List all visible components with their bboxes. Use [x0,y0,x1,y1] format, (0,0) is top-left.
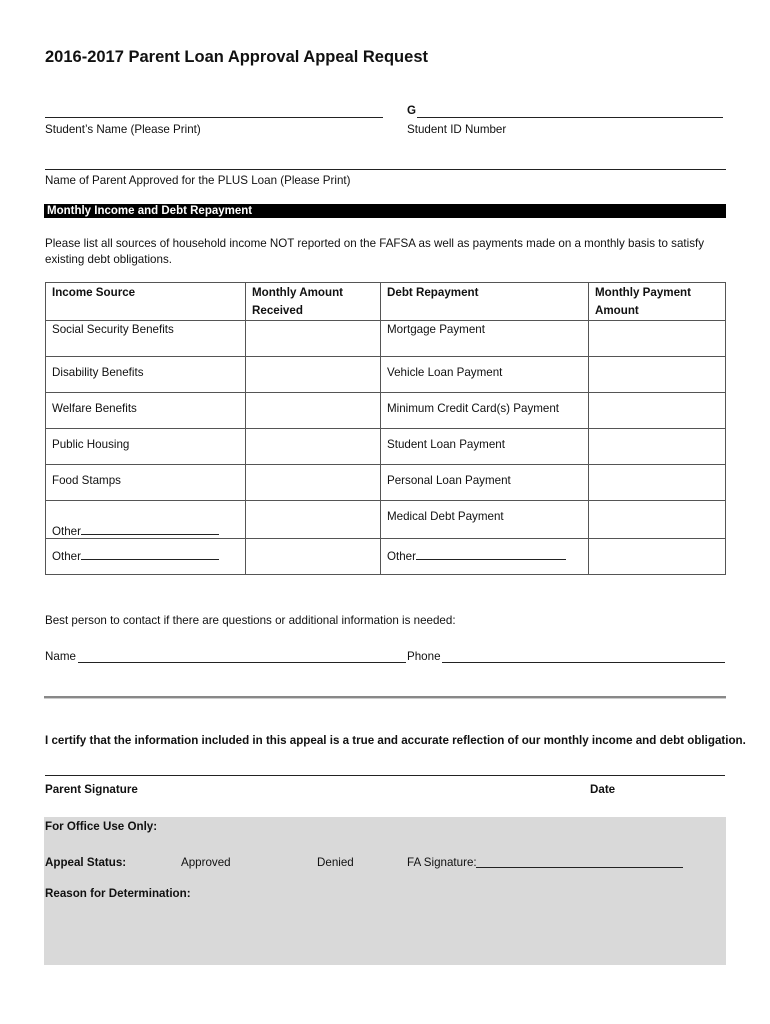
parent-name-field[interactable] [45,169,726,170]
fa-signature-label: FA Signature: [407,856,477,869]
income-source-cell: Welfare Benefits [46,393,246,429]
student-name-label: Student’s Name (Please Print) [45,123,201,136]
contact-name-label: Name [45,650,76,663]
monthly-payment-input[interactable] [589,357,726,393]
debt-item-cell: Student Loan Payment [381,429,589,465]
other-label: Other [387,550,416,563]
contact-phone-field[interactable] [442,662,725,663]
monthly-payment-input[interactable] [589,465,726,501]
other-label: Other [52,550,81,563]
divider [44,696,726,699]
monthly-payment-input[interactable] [589,321,726,357]
student-name-field[interactable] [45,117,383,118]
debt-other-cell[interactable] [381,539,589,575]
monthly-payment-input[interactable] [589,501,726,539]
income-source-cell: Disability Benefits [46,357,246,393]
parent-signature-label: Parent Signature [45,783,138,796]
table-row [46,429,726,465]
table-header-row [46,283,726,321]
income-source-cell: Food Stamps [46,465,246,501]
table-row [46,465,726,501]
fa-signature-field[interactable] [476,867,683,868]
monthly-payment-input[interactable] [589,393,726,429]
monthly-amount-input[interactable] [246,393,381,429]
monthly-amount-input[interactable] [246,465,381,501]
monthly-amount-input[interactable] [246,321,381,357]
parent-name-label: Name of Parent Approved for the PLUS Loan (Please Print) [45,174,351,187]
income-other-cell[interactable] [46,539,246,575]
table-row [46,321,726,357]
debt-item-cell: Vehicle Loan Payment [381,357,589,393]
appeal-status-label: Appeal Status: [45,856,127,869]
table-row [46,393,726,429]
denied-option[interactable]: Denied [317,856,354,869]
contact-name-field[interactable] [78,662,406,663]
monthly-amount-input[interactable] [246,357,381,393]
other-label: Other [52,525,81,538]
approved-option[interactable]: Approved [181,856,231,869]
office-heading: For Office Use Only: [45,820,158,833]
income-source-cell: Social Security Benefits [46,321,246,357]
table-row [46,357,726,393]
section-header: Monthly Income and Debt Repayment [44,204,726,218]
monthly-payment-input[interactable] [589,429,726,465]
col-header-income-source: Income Source [46,283,246,321]
monthly-payment-input[interactable] [589,539,726,575]
monthly-amount-input[interactable] [246,539,381,575]
col-header-monthly-amount: Monthly Amount Received [246,283,381,321]
certify-statement: I certify that the information included in this appeal is a true and accurate reflection of our monthly income and debt obligation. [45,734,746,747]
income-source-cell: Public Housing [46,429,246,465]
parent-signature-field[interactable] [45,775,725,776]
table-row [46,501,726,539]
contact-prompt: Best person to contact if there are questions or additional information is needed: [45,614,456,627]
reason-label: Reason for Determination: [45,887,191,900]
student-id-label: Student ID Number [407,123,507,136]
table-row [46,539,726,575]
col-header-debt-repayment: Debt Repayment [381,283,589,321]
page-title: 2016-2017 Parent Loan Approval Appeal Request [45,48,428,66]
debt-item-cell: Minimum Credit Card(s) Payment [381,393,589,429]
contact-phone-label: Phone [407,650,441,663]
date-label: Date [590,783,616,796]
income-debt-table [45,282,726,575]
debt-item-cell: Personal Loan Payment [381,465,589,501]
monthly-amount-input[interactable] [246,501,381,539]
student-id-prefix: G [407,104,417,117]
student-id-field[interactable] [417,117,723,118]
debt-item-cell: Mortgage Payment [381,321,589,357]
col-header-monthly-payment: Monthly Payment Amount [589,283,726,321]
monthly-amount-input[interactable] [246,429,381,465]
instructions: Please list all sources of household income NOT reported on the FAFSA as well as payments made on a monthly basis to satisfy existing debt obligations. [45,237,705,266]
debt-item-cell: Medical Debt Payment [381,501,589,539]
income-other-cell[interactable] [46,501,246,539]
